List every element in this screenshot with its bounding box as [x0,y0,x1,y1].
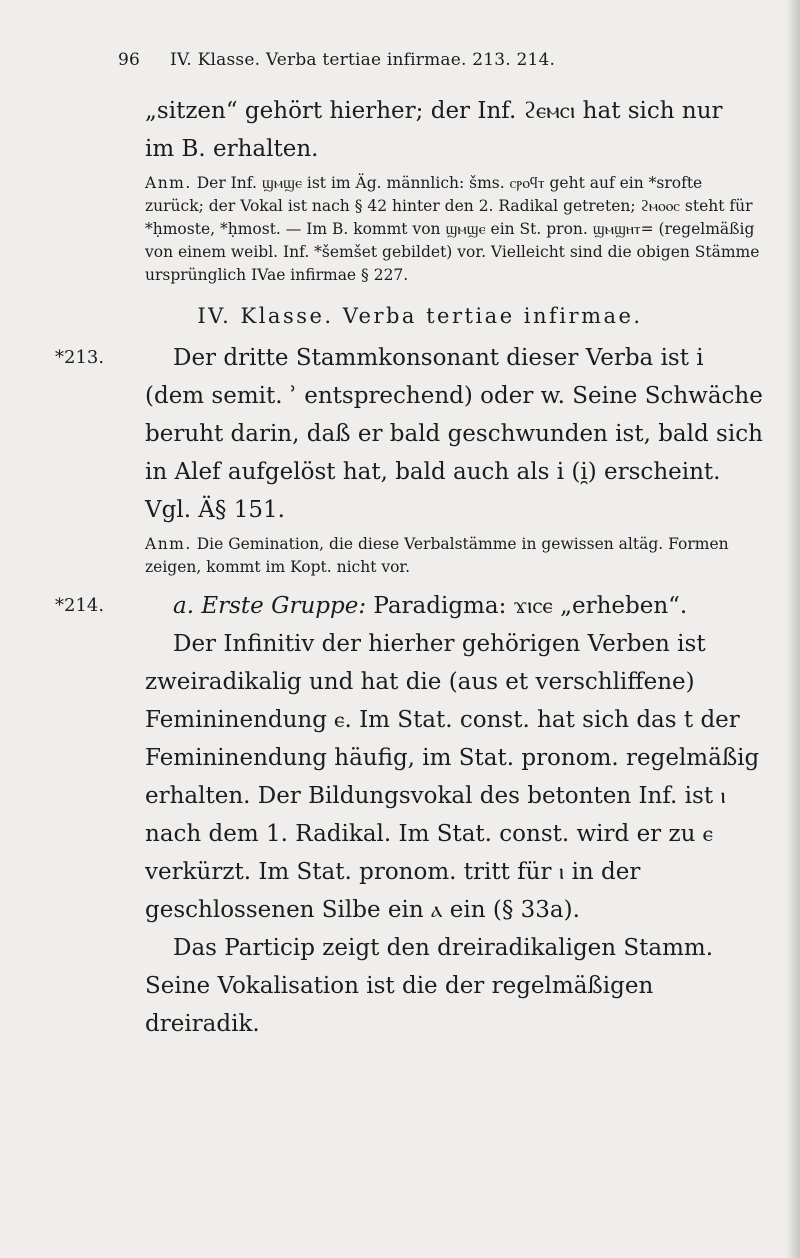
section-213 [55,339,770,579]
intro-line-2: im B. erhalten. [145,136,319,162]
note-text: Der Inf. ϣⲙϣⲉ ist im Äg. männlich: šms. ⲥⲣⲟϥⲧ geht auf ein *srofte zurück; der Vokal ist nach § 42 hinter den 2. Radikal getreten; ϩⲙⲟⲟⲥ steht für *ḥmoste, *ḥmost. — Im B. kommt von ϣⲙϣⲉ ein St. pron. ϣⲙϣⲏⲧ= (regelmäßig von einem weibl. Inf. *šemšet gebildet) vor. Vielleicht sind die obigen Stämme ursprünglich IVae infirmae § 227. [145,174,760,284]
intro-line-1: „sitzen“ gehört hierher; der Inf. ϩⲉⲙⲥⲓ hat sich nur [145,98,723,124]
note-label: Anm. [145,174,192,192]
note-text: Die Gemination, die diese Verbalstämme in gewissen altäg. Formen zeigen, kommt im Kopt. nicht vor. [145,535,729,576]
page-body [55,92,770,1043]
group-title: a. Erste Gruppe: [173,593,367,619]
section-214 [55,587,770,1043]
note-1 [55,172,765,287]
page-number: 96 [118,50,141,70]
running-title: IV. Klasse. Verba tertiae infirmae. 213. 214. [170,50,556,70]
page-edge-shadow [786,0,800,1258]
section-214-paragraph-1: Der Infinitiv der hierher gehörigen Verben ist zweiradikalig und hat die (aus et verschliffene) Femininendung ⲉ. Im Stat. const. hat sich das t der Femininendung häufig, im Stat. pronom. regelmäßig erhalten. Der Bildungsvokal des betonten Inf. ist ⲓ nach dem 1. Radikal. Im Stat. const. wird er zu ⲉ verkürzt. Im Stat. pronom. tritt für ⲓ in der geschlossenen Silbe ein ⲁ ein (§ 33a). [145,631,760,923]
paradigm: Paradigma: ϫⲓⲥⲉ „erheben“. [373,593,688,619]
section-213-text: Der dritte Stammkonsonant dieser Verba ist i (dem semit. ʾ entsprechend) oder w. Seine Schwäche beruht darin, daß er bald geschwunden ist, bald sich in Alef aufgelöst hat, bald auch als i (i̯) erscheint. Vgl. Ä§ 151. [145,345,763,523]
section-number: *214. [55,595,105,616]
note-2 [55,533,765,579]
section-214-lead [55,587,765,625]
section-214-paragraph-2: Das Particip zeigt den dreiradikaligen Stamm. Seine Vokalisation ist die der regelmäßigen dreiradik. [145,935,714,1037]
note-label: Anm. [145,535,192,553]
section-number: *213. [55,347,105,368]
section-heading: IV. Klasse. Verba tertiae infirmae. [197,304,643,328]
